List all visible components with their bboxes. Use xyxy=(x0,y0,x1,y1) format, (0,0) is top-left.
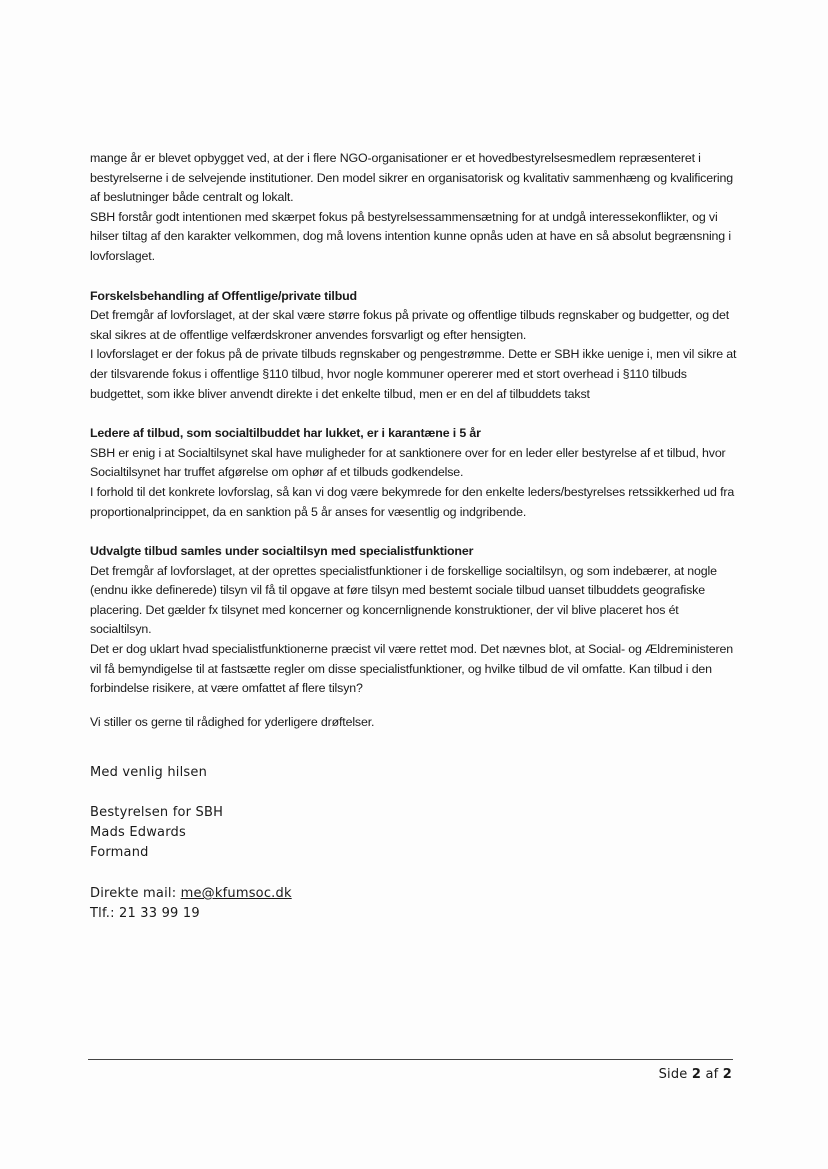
contact-block xyxy=(90,884,590,924)
phone-number: Tlf.: 21 33 99 19 xyxy=(90,906,200,921)
closing-sentence: Vi stiller os gerne til rådighed for yderligere drøftelser. xyxy=(90,714,375,729)
greeting xyxy=(90,763,590,783)
section-paragraph: SBH er enig i at Socialtilsynet skal have muligheder for at sanktionere over for en leder eller bestyrelse af et tilbud, hvor Socialtilsynet har truffet afgørelse om ophør af et tilbuds godkendelse. xyxy=(90,445,726,480)
page-total: 2 xyxy=(722,1067,732,1082)
signer-title: Formand xyxy=(90,845,149,860)
section-paragraph: Det fremgår af lovforslaget, at der skal være større fokus på private og offentlige tilbuds regnskaber og budgetter, og det skal sikres at de offentlige velfærdskroner anvendes forsvarligt og efter hensigten. xyxy=(90,308,730,342)
signature-block xyxy=(90,803,590,863)
board-name: Bestyrelsen for SBH xyxy=(90,805,224,820)
letter-body xyxy=(90,149,740,732)
mail-label: Direkte mail: xyxy=(90,886,177,901)
section-paragraph: Det fremgår af lovforslaget, at der oprettes specialistfunktioner i de forskellige socialtilsyn, og som indebærer, at nogle (endnu ikke definerede) tilsyn vil få til opgave at føre tilsyn med bestemt sociale tilbud uanset tilbuddets geografiske placering. Det gælder fx tilsynet med koncerner og koncernlignende konstruktioner, der vil blive placeret hos ét socialtilsyn. xyxy=(90,563,717,637)
footer-divider xyxy=(88,1059,733,1060)
signer-name: Mads Edwards xyxy=(90,825,186,840)
section-heading-specialist: Udvalgte tilbud samles under socialtilsyn med specialistfunktioner xyxy=(90,544,474,559)
page-prefix: Side xyxy=(658,1067,688,1082)
mail-link[interactable]: me@kfumsoc.dk xyxy=(180,886,292,901)
greeting-text: Med venlig hilsen xyxy=(90,765,208,780)
section-paragraph: Det er dog uklart hvad specialistfunktionerne præcist vil være rettet mod. Det nævnes blot, at Social- og Ældreministeren vil få bemyndigelse til at fastsætte regler om disse specialistfunktioner, og hvilke tilbud de vil omfatte. Kan tilbud i den forbindelse risikere, at være omfattet af flere tilsyn? xyxy=(90,642,733,696)
section-paragraph: I lovforslaget er der fokus på de private tilbuds regnskaber og pengestrømme. Dette er SBH ikke uenige i, men vil sikre at der tilsvarende fokus i offentlige §110 tilbud, hvor nogle kommuner opererer med et stort overhead i §110 tilbuds budgettet, som ikke bliver anvendt direkte i det enkelte tilbud, men er en del af tilbuddets takst xyxy=(90,347,737,401)
page-number xyxy=(659,1067,732,1082)
page-separator: af xyxy=(705,1067,719,1082)
section-heading-private-public: Forskelsbehandling af Offentlige/private tilbud xyxy=(90,288,357,303)
section-paragraph: I forhold til det konkrete lovforslag, så kan vi dog være bekymrede for den enkelte leders/bestyrelses retssikkerhed ud fra proportionalprincippet, da en sanktion på 5 år anses for væsentlig og indgribende. xyxy=(90,484,735,519)
page-current: 2 xyxy=(691,1067,702,1082)
intro-paragraph-2: SBH forstår godt intentionen med skærpet fokus på bestyrelsessammensætning for at undgå interessekonflikter, og vi hilser tiltag af den karakter velkommen, dog må lovens intention kunne opnås uden at have en så absolut begrænsning i lovforslaget. xyxy=(90,209,731,263)
intro-paragraph: mange år er blevet opbygget ved, at der i flere NGO-organisationer er et hovedbestyrelsesmedlem repræsenteret i bestyrelserne i de selvejende institutioner. Den model sikrer en organisatorisk og kvalitativ sammenhæng og kvalificering af beslutninger både centralt og lokalt. xyxy=(90,151,734,205)
section-heading-quarantine: Ledere af tilbud, som socialtilbuddet har lukket, er i karantæne i 5 år xyxy=(90,426,481,441)
